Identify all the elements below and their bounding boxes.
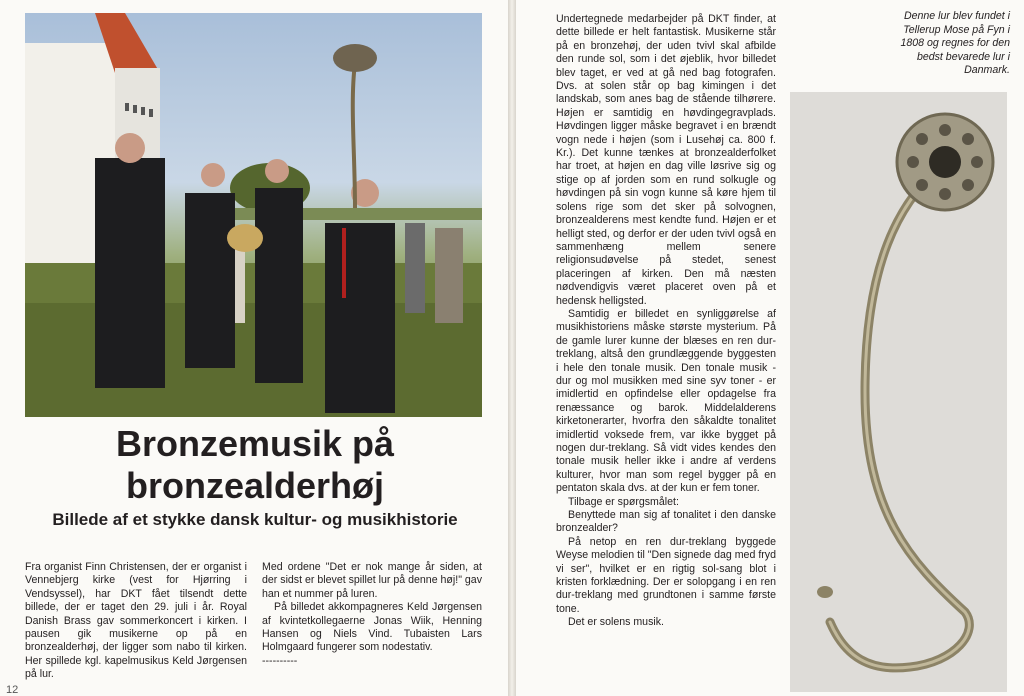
right-paragraph-5: På netop en ren dur-treklang byggede Weyse melodien til "Den signede dag med fryd vi ser", hvilket er en rigtig sol-sang blot i kristen forklædning. Der er solopgang i en ren dur-treklang med grundtonen i samme første tone.: [556, 535, 776, 615]
right-column: [556, 13, 776, 630]
lur-caption: Denne lur blev fundet i Tellerup Mose på Fyn i 1808 og regnes for den bedst bevarede lur i Danmark.: [900, 10, 1010, 77]
lur-photo: [790, 92, 1007, 692]
left-column-2: [262, 561, 482, 668]
musicians-photo: [25, 13, 482, 417]
left-column-1: [25, 561, 247, 682]
quote-paragraph: Med ordene "Det er nok mange år siden, at der sidst er blevet spillet lur på denne høj!" gav han et nummer på luren.: [262, 561, 482, 600]
right-paragraph-1: Undertegnede medarbejder på DKT finder, at dette billede er helt fantastisk. Musikerne står på en bronzehøj, der uden tvivl skal afbilde den runde sol, som i det øjeblik, hvor billedet blev taget, er ved at gå ned bag fotografen. Dvs. at solen står op bag kimingen i det landskab, som anes bag de stående tilhørere. Højen er samtidig en høvdingegravplads. Høvdingen ligger måske begravet i en brændt vogn nede i højen (som i Lusehøj ca. 800 f. Kr.). Det kunne tænkes at bronzealderfolket har troet, at højen en dag ville løsrive sig og stige op af jorden som en rund solkugle og høvdingen på sin vogn kunne så køre hjem til solens rige som det sker på solvognen, bronzealderens mest kendte fund. Højen er et helligt sted, og derfor er der uden tvivl også en sammenhæng mellem senere religionsudøvelse på stedet, senest placeringen af kirken. Den må næsten nødvendigvis været placeret oven på et hedensk helligsted.: [556, 13, 776, 307]
right-paragraph-3: Tilbage er spørgsmålet:: [568, 495, 679, 508]
right-paragraph-6: Det er solens musik.: [568, 616, 664, 629]
article-title-line2: bronzealderhøj: [125, 465, 385, 506]
left-page: [0, 0, 508, 696]
lur-illustration: [790, 92, 1007, 692]
page-number: 12: [6, 684, 19, 696]
right-paragraph-2: Samtidig er billedet en synliggørelse af musikhistoriens måske største mysterium. På de gamle lurer kunne der blæses en ren dur-treklang, altså den grundlæggende byggesten i hele den tonale musik. Den tonale musik - dur og mol musikken med sine syv toner - er imidlertid en opfindelse eller opdagelse fra renæssance og barok. Middelalderens kirketonerarter, hvorfra den såkaldte tonalitet imidlertid voksede frem, var ikke bygget på nogen dur-treklang. Så vidt vides kendes den tonale musik heller ikke i andre af verdens kulturer, hvor man som regel bygger på en pentaton skala dvs. at der kun er fem toner.: [556, 307, 776, 495]
separator-dashes: ----------: [262, 654, 298, 667]
article-title-line1: Bronzemusik på: [115, 423, 395, 464]
page-gutter: [508, 0, 516, 696]
article-subtitle: Billede af et stykke dansk kultur- og musikhistorie: [52, 510, 458, 529]
right-paragraph-4: Benyttede man sig af tonalitet i den danske bronzealder?: [556, 509, 776, 535]
musicians-photo-illustration: [25, 13, 482, 417]
accompaniment-paragraph: På billedet akkompagneres Keld Jørgensen af kvintetkollegaerne Jonas Wiik, Henning Hansen og Niels Vind. Tubaisten Lars Holmgaard fungerer som nodestativ.: [262, 601, 482, 654]
intro-paragraph: Fra organist Finn Christensen, der er organist i Vennebjerg kirke (vest for Hjørring i Vendsyssel), har DKT fået tilsendt dette billede, der er taget den 29. juli i år. Royal Danish Brass gav sommerkoncert i kirken. I pausen gik musikerne op på en bronzealderhøj, der ligger som nabo til kirken. Her spillede kgl. kapelmusikus Keld Jørgensen på lur.: [25, 561, 247, 681]
